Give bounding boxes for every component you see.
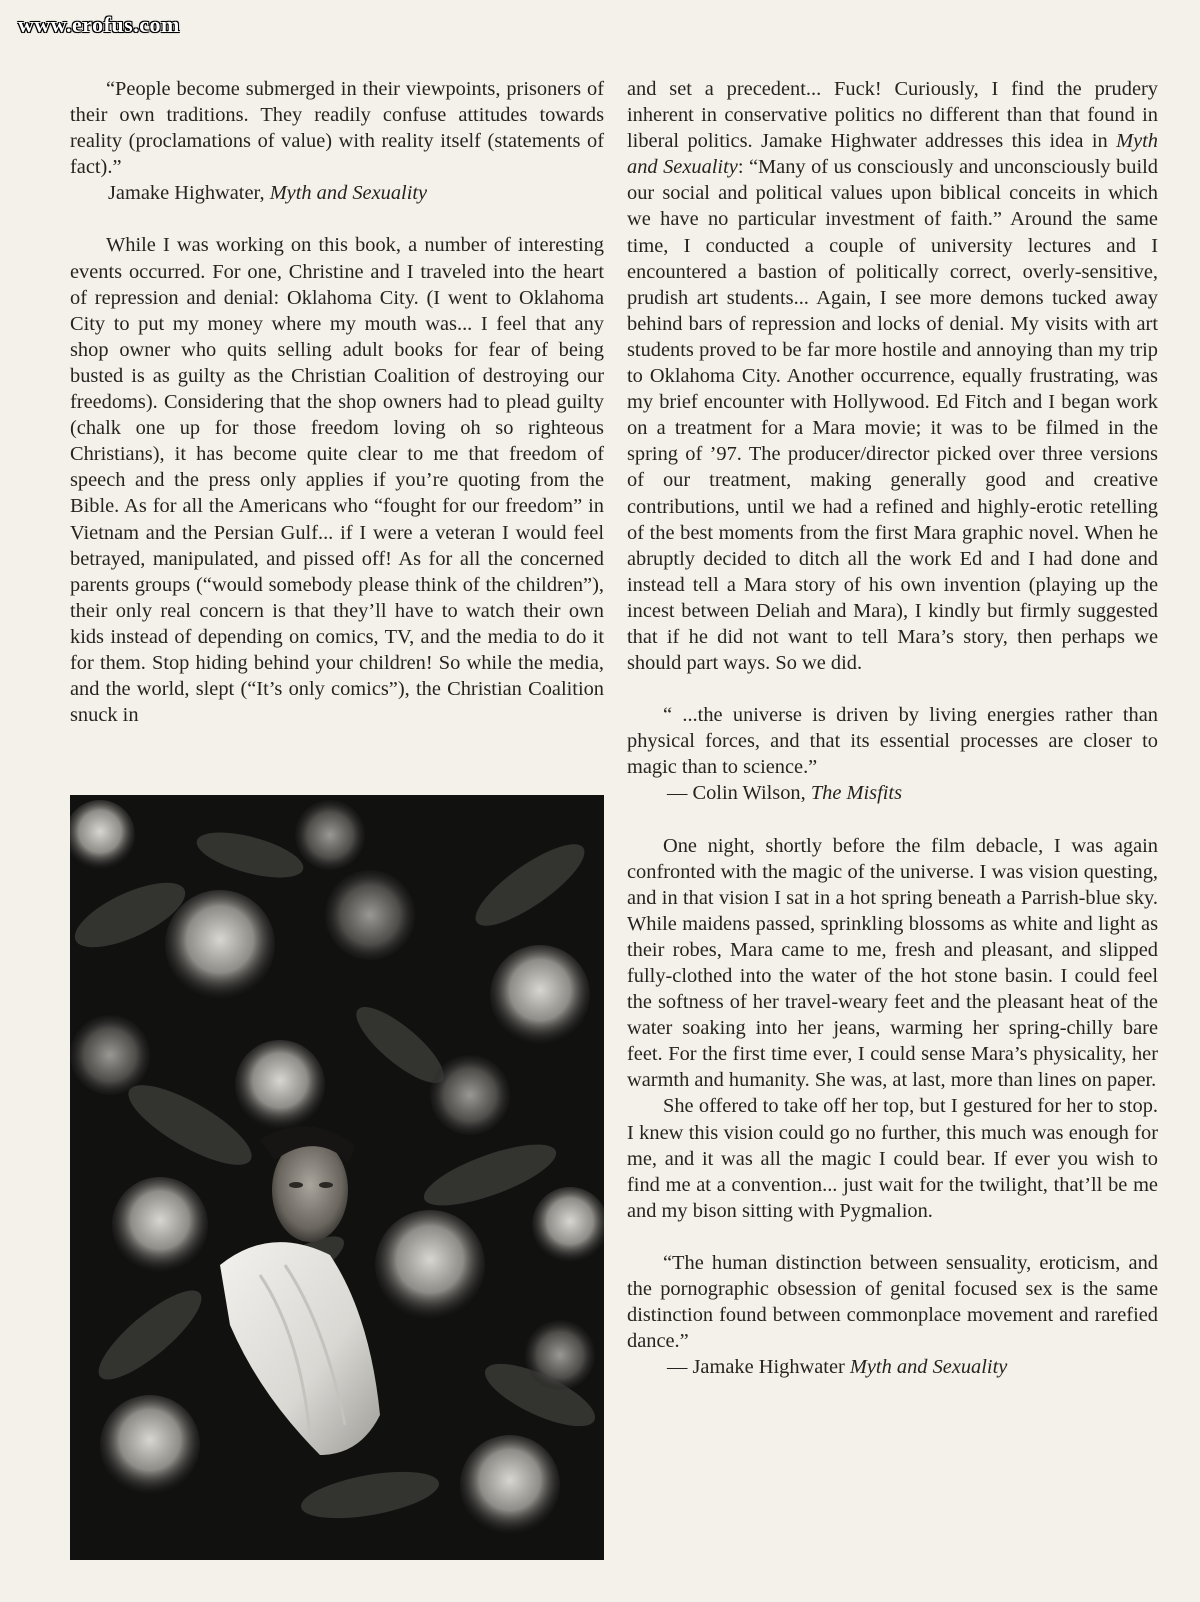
highwater-quote-citation: — Jamake Highwater Myth and Sexuality (667, 1356, 1008, 1379)
opening-quote: “People become submerged in their viewpoints, prisoners of their own traditions. They readily confuse attitudes towards reality (proclamations of value) with reality itself (statements of fact).” (70, 78, 604, 179)
body-paragraph-3: One night, shortly before the film debacle, I was again confronted with the magic of the universe. I was vision questing, and in that vision I sat in a hot spring beneath a Parrish-blue sky. While maidens passed, sprinkling blossoms as white and light as their robes, Mara came to me, fresh and pleasant, and slipped fully-clothed into the water of the hot stone basin. I could feel the softness of her travel-weary feet and the pleasant heat of the water soaking into her jeans, warming her spring-chilly bare feet. For the first time ever, I could sense Mara’s physicality, her warmth and humanity. She was, at last, more than lines on paper. (627, 834, 1158, 1092)
body-paragraph-4: She offered to take off her top, but I gestured for her to stop. I knew this vision could go no further, this much was enough for me, and it was all the magic I could bear. If ever you wish to find me at a convention... just wait for the twilight, that’ll be me and my bison sitting with Pygmalion. (627, 1095, 1158, 1222)
body-paragraph-2: and set a precedent... Fuck! Curiously, I find the prudery inherent in conservative politics no different than that found in liberal politics. Jamake Highwater addresses this idea in Myth and Sexuality: “Many of us consciously and unconsciously build our social and political values upon biblical conceits in which we have no particular investment of faith.” Around the same time, I conducted a couple of university lectures and I encountered a bastion of politically correct, overly-sensitive, prudish art students... Again, I see more demons tucked away behind bars of repression and locks of denial. My visits with art students proved to be far more hostile and annoying than my trip to Oklahoma City. Another occurrence, equally frustrating, was my brief encounter with Hollywood. Ed Fitch and I began work on a treatment for a Mara movie; it was to be filmed in the spring of ’97. The producer/director picked over three versions of our treatment, making generally good and creative contributions, until we had a refined and highly-erotic retelling of the best moments from the first Mara graphic novel. When he abruptly decided to ditch all the work Ed and I had done and instead tell a Mara story of his own invention (playing up the incest between Deliah and Mara), I kindly but firmly suggested that if he did not want to tell Mara’s story, then perhaps we should part ways. So we did. (627, 78, 1158, 675)
site-watermark: www.erofus.com (18, 12, 180, 37)
wilson-quote: “ ...the universe is driven by living energies rather than physical forces, and that its essential processes are closer to magic than to science.” (627, 704, 1158, 779)
highwater-quote: “The human distinction between sensuality, eroticism, and the pornographic obsession of genital focused sex is the same distinction found between commonplace movement and rarefied dance.” (627, 1251, 1158, 1353)
man-among-flowers-photo (70, 795, 604, 1560)
opening-quote-citation: Jamake Highwater, Myth and Sexuality (108, 182, 428, 205)
body-paragraph-1: While I was working on this book, a number of interesting events occurred. For one, Christine and I traveled into the heart of repression and denial: Oklahoma City. (I went to Oklahoma City to put my money where my mouth was... I feel that any shop owner who quits selling adult books for fear of being busted is as guilty as the Christian Coalition of destroying our freedoms). Considering that the shop owners had to plead guilty (chalk one up for those freedom loving oh so righteous Christians), it has become quite clear to me that freedom of speech and the press only applies if you’re quoting from the Bible. As for all the Americans who “fought for our freedom” in Vietnam and the Persian Gulf... if I were a veteran I would feel betrayed, manipulated, and pissed off! As for all the concerned parents groups (“would somebody please think of the children”), their only real concern is that they’ll have to watch their own kids instead of depending on comics, TV, and the media to do it for them. Stop hiding behind your children! So while the media, and the world, slept (“It’s only comics”), the Christian Coalition snuck in (70, 234, 604, 727)
wilson-quote-citation: — Colin Wilson, The Misfits (667, 782, 903, 805)
left-column (70, 76, 604, 728)
right-column (627, 76, 1158, 1380)
